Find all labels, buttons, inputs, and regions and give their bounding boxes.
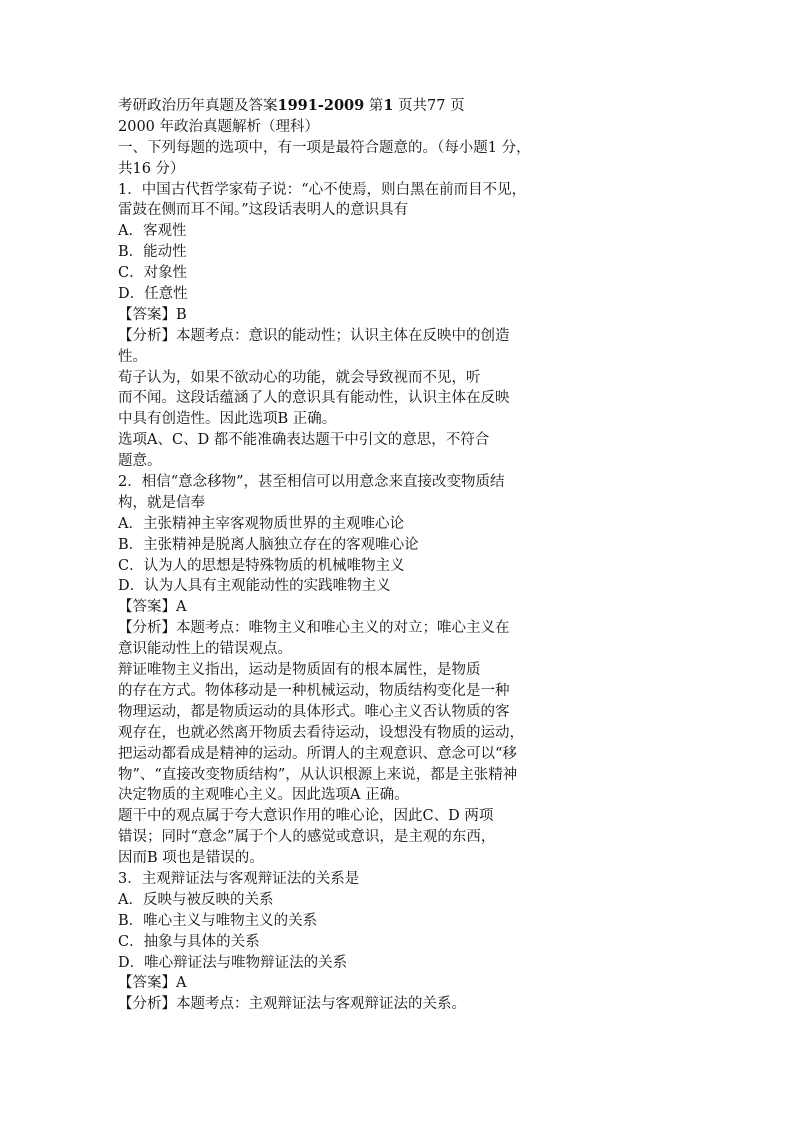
text-line: 【分析】本题考点：唯物主义和唯心主义的对立；唯心主义在 bbox=[118, 620, 510, 637]
text-line: 【答案】A bbox=[118, 975, 187, 992]
document-page bbox=[118, 96, 598, 1015]
text-line: A．客观性 bbox=[118, 223, 187, 240]
header-prefix: 考研政治历年真题及答案 bbox=[118, 98, 278, 114]
text-line: 决定物质的主观唯心主义。因此选项A 正确。 bbox=[118, 787, 409, 804]
text-line: 的存在方式。物体移动是一种机械运动，物质结构变化是一种 bbox=[118, 682, 510, 699]
text-line: B．能动性 bbox=[118, 244, 187, 261]
text-line: 而不闻。这段话蕴涵了人的意识具有能动性，认识主体在反映 bbox=[118, 390, 510, 407]
text-line: C．抽象与具体的关系 bbox=[118, 933, 260, 950]
header-years: 1991-2009 bbox=[277, 97, 365, 114]
text-line: 【分析】本题考点：主观辩证法与客观辩证法的关系。 bbox=[118, 996, 466, 1013]
text-line: 把运动都看成是精神的运动。所谓人的主观意识、意念可以“移 bbox=[118, 745, 517, 762]
header-page-c: 页 bbox=[450, 98, 465, 114]
text-line: 【分析】本题考点：意识的能动性；认识主体在反映中的创造 bbox=[118, 327, 510, 344]
text-line: 观存在，也就必然离开物质去看待运动，设想没有物质的运动， bbox=[118, 724, 524, 741]
text-line: 性。 bbox=[118, 348, 147, 365]
text-line: D．认为人具有主观能动性的实践唯物主义 bbox=[118, 578, 391, 595]
text-line: 因而B 项也是错误的。 bbox=[118, 850, 264, 867]
text-line: B．主张精神是脱离人脑独立存在的客观唯心论 bbox=[118, 536, 419, 553]
header-page-number: 1 bbox=[383, 97, 394, 114]
text-line: D．任意性 bbox=[118, 286, 188, 303]
text-line: 雷鼓在侧而耳不闻。”这段话表明人的意识具有 bbox=[118, 202, 409, 219]
text-line: 构，就是信奉 bbox=[118, 494, 205, 511]
text-line: 错误；同时“意念”属于个人的感觉或意识，是主观的东西， bbox=[118, 829, 496, 846]
text-line: 2000 年政治真题解析（理科） bbox=[118, 118, 320, 135]
document-body bbox=[118, 117, 598, 1015]
text-line: 题意。 bbox=[118, 453, 162, 470]
text-line: A．主张精神主宰客观物质世界的主观唯心论 bbox=[118, 515, 404, 532]
text-line: 物”、“直接改变物质结构”，从认识根源上来说，都是主张精神 bbox=[118, 766, 518, 783]
text-line: 3．主观辩证法与客观辩证法的关系是 bbox=[118, 870, 360, 887]
text-line: 一、下列每题的选项中，有一项是最符合题意的。（每小题1 分， bbox=[118, 139, 531, 156]
text-line: C．认为人的思想是特殊物质的机械唯物主义 bbox=[118, 557, 405, 574]
text-line: 辩证唯物主义指出，运动是物质固有的根本属性，是物质 bbox=[118, 662, 481, 679]
text-line: 【答案】A bbox=[118, 599, 187, 616]
text-line: B．唯心主义与唯物主义的关系 bbox=[118, 912, 318, 929]
text-line: 中具有创造性。因此选项B 正确。 bbox=[118, 411, 337, 428]
text-line: C．对象性 bbox=[118, 265, 188, 282]
document-header bbox=[118, 96, 598, 117]
text-line: D．唯心辩证法与唯物辩证法的关系 bbox=[118, 954, 348, 971]
text-line: 2．相信“意念移物”，甚至相信可以用意念来直接改变物质结 bbox=[118, 474, 505, 491]
text-line: 题干中的观点属于夸大意识作用的唯心论，因此C、D 两项 bbox=[118, 808, 494, 825]
header-page-a: 第 bbox=[368, 98, 384, 114]
text-line: 意识能动性上的错误观点。 bbox=[118, 641, 292, 658]
text-line: 荀子认为，如果不欲动心的功能，就会导致视而不见，听 bbox=[118, 369, 481, 386]
text-line: A．反映与被反映的关系 bbox=[118, 891, 274, 908]
text-line: 物理运动，都是物质运动的具体形式。唯心主义否认物质的客 bbox=[118, 703, 510, 720]
text-line: 【答案】B bbox=[118, 306, 187, 323]
header-page-b: 页共 bbox=[398, 98, 428, 114]
text-line: 选项A、C、D 都不能准确表达题干中引文的意思，不符合 bbox=[118, 432, 490, 449]
text-line: 1．中国古代哲学家荀子说：“心不使焉，则白黑在前而目不见， bbox=[118, 181, 527, 198]
header-total-pages: 77 bbox=[427, 98, 446, 114]
text-line: 共16 分） bbox=[118, 160, 185, 177]
